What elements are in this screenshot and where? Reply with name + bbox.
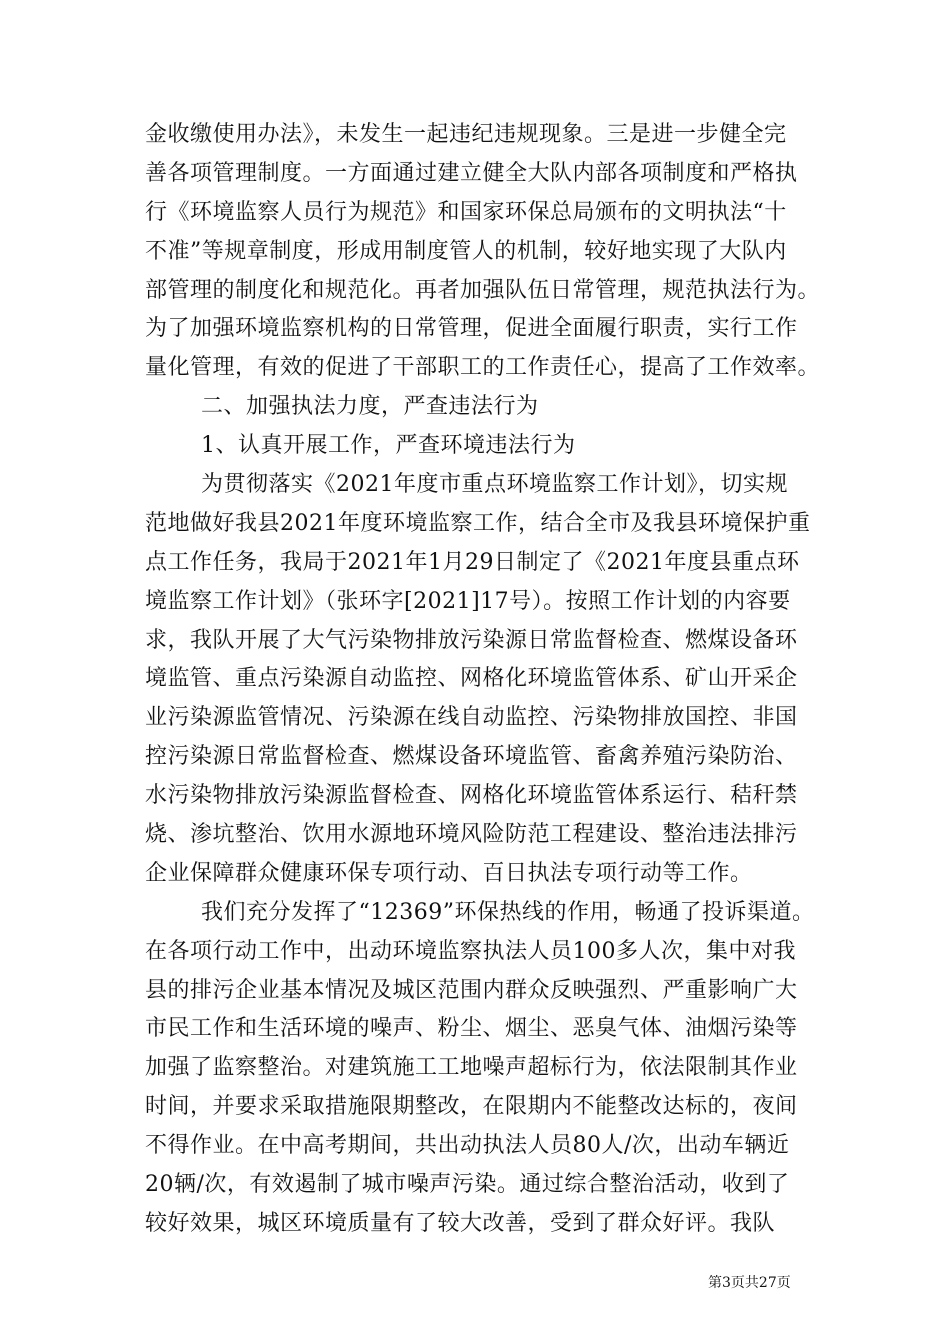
text-line: 范地做好我县2021年度环境监察工作，结合全市及我县环境保护重	[145, 510, 811, 536]
text-line: 境监管、重点污染源自动监控、网格化环境监管体系、矿山开采企	[145, 666, 798, 692]
text-line: 求，我队开展了大气污染物排放污染源日常监督检查、燃煤设备环	[145, 627, 798, 653]
document-body	[145, 116, 825, 1244]
text-line: 我们充分发挥了“12369”环保热线的作用，畅通了投诉渠道。	[201, 899, 815, 925]
text-line: 控污染源日常监督检查、燃煤设备环境监管、畜禽养殖污染防治、	[145, 744, 798, 770]
text-line: 较好效果，城区环境质量有了较大改善，受到了群众好评。我队	[145, 1210, 776, 1236]
page-number-footer: 第3页共27页	[708, 1275, 791, 1291]
text-line: 市民工作和生活环境的噪声、粉尘、烟尘、恶臭气体、油烟污染等	[145, 1016, 798, 1042]
text-line: 二、加强执法力度，严查违法行为	[201, 394, 539, 420]
text-line: 为了加强环境监察机构的日常管理，促进全面履行职责，实行工作	[145, 316, 798, 342]
text-line: 金收缴使用办法》，未发生一起违纪违规现象。三是进一步健全完	[145, 122, 787, 147]
text-line: 1、认真开展工作，严查环境违法行为	[201, 433, 576, 459]
text-line: 为贯彻落实《2021年度市重点环境监察工作计划》，切实规	[201, 472, 788, 498]
text-line: 不准”等规章制度，形成用制度管人的机制，较好地实现了大队内	[145, 238, 787, 264]
text-line: 不得作业。在中高考期间，共出动执法人员80人/次，出动车辆近	[145, 1133, 790, 1159]
text-line: 加强了监察整治。对建筑施工工地噪声超标行为，依法限制其作业	[145, 1055, 798, 1081]
text-line: 县的排污企业基本情况及城区范围内群众反映强烈、严重影响广大	[145, 977, 798, 1003]
text-line: 行《环境监察人员行为规范》和国家环保总局颁布的文明执法“十	[145, 199, 787, 225]
text-line: 善各项管理制度。一方面通过建立健全大队内部各项制度和严格执	[145, 160, 798, 186]
text-line: 烧、渗坑整治、饮用水源地环境风险防范工程建设、整治违法排污	[145, 822, 798, 848]
text-line: 业污染源监管情况、污染源在线自动监控、污染物排放国控、非国	[145, 705, 798, 731]
text-line: 境监察工作计划》（张环字[2021]17号）。按照工作计划的内容要	[145, 588, 791, 614]
text-line: 时间，并要求采取措施限期整改，在限期内不能整改达标的，夜间	[145, 1094, 798, 1120]
text-line: 量化管理，有效的促进了干部职工的工作责任心，提高了工作效率。	[145, 355, 821, 381]
text-line: 点工作任务，我局于2021年1月29日制定了《2021年度县重点环	[145, 549, 800, 575]
text-line: 企业保障群众健康环保专项行动、百日执法专项行动等工作。	[145, 860, 753, 886]
text-line: 部管理的制度化和规范化。再者加强队伍日常管理，规范执法行为。	[145, 277, 821, 303]
text-line: 20辆/次，有效遏制了城市噪声污染。通过综合整治活动，收到了	[145, 1172, 790, 1198]
text-line: 水污染物排放污染源监督检查、网格化环境监管体系运行、秸秆禁	[145, 783, 798, 809]
text-line: 在各项行动工作中，出动环境监察执法人员100多人次，集中对我	[145, 938, 796, 964]
